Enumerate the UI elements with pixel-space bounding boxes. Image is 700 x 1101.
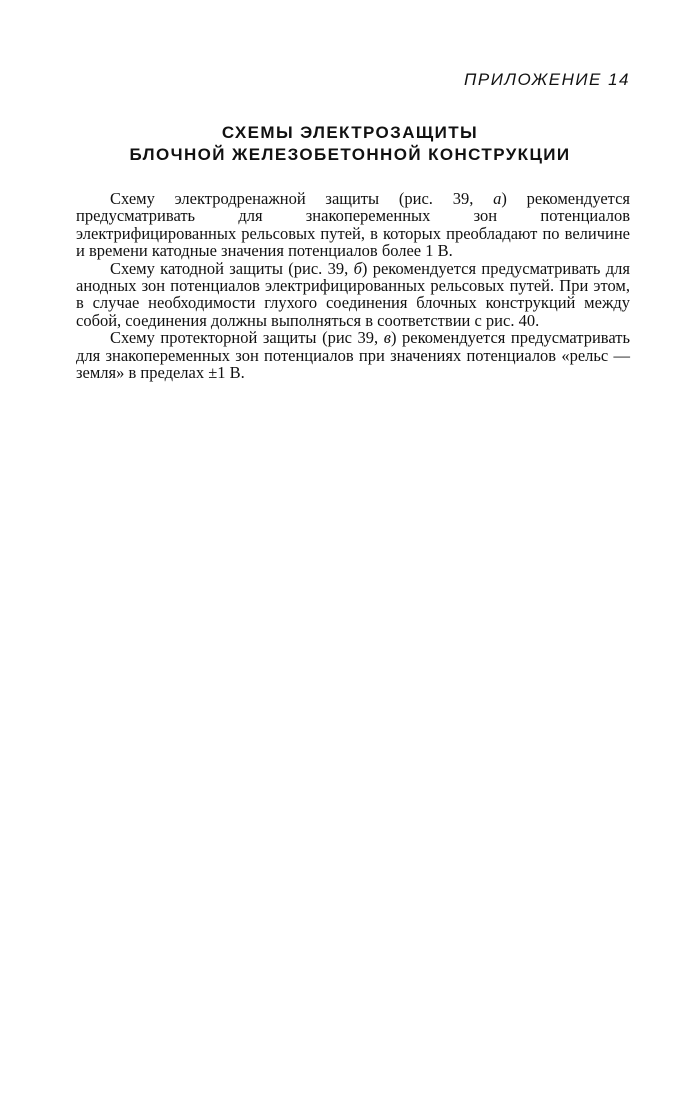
paragraph-protector	[76, 329, 630, 381]
page-title-line-2: БЛОЧНОЙ ЖЕЛЕЗОБЕТОННОЙ КОНСТРУКЦИИ	[129, 145, 571, 164]
paragraph-text: Схему протекторной защиты (рис 39,	[110, 328, 384, 348]
paragraph-electrodrainage	[76, 190, 630, 260]
figure-letter: в	[383, 328, 391, 348]
page-title-line-1: СХЕМЫ ЭЛЕКТРОЗАЩИТЫ	[221, 123, 479, 142]
figure-letter: а	[493, 189, 502, 208]
paragraph-text: ) рекомендуется предусматривать для знакопеременных зон потенциалов электрифицированных рельсовых путей, в которых преобладают по величине и времени катодные значения потенциалов более 1 В.	[76, 189, 630, 261]
appendix-label: ПРИЛОЖЕНИЕ 14	[464, 70, 630, 89]
paragraph-cathodic	[76, 260, 630, 330]
figure-letter: б	[353, 258, 362, 278]
paragraph-text: ) рекомендуется предусматривать для анодных зон потенциалов электрифицированных рельсовых путей. При этом, в случае необходимости глухого соединения блочных конструкций между собой, соединения должны выполняться в соответствии с рис. 40.	[76, 258, 631, 330]
paragraph-text: Схему электродренажной защиты (рис. 39,	[110, 189, 494, 208]
paragraph-text: Схему катодной защиты (рис. 39,	[110, 258, 354, 278]
paragraph-text: ) рекомендуется предусматривать для знакопеременных зон потенциалов при значениях потенциалов «рельс — земля» в пределах ±1 В.	[76, 328, 631, 383]
body-text	[76, 190, 630, 381]
